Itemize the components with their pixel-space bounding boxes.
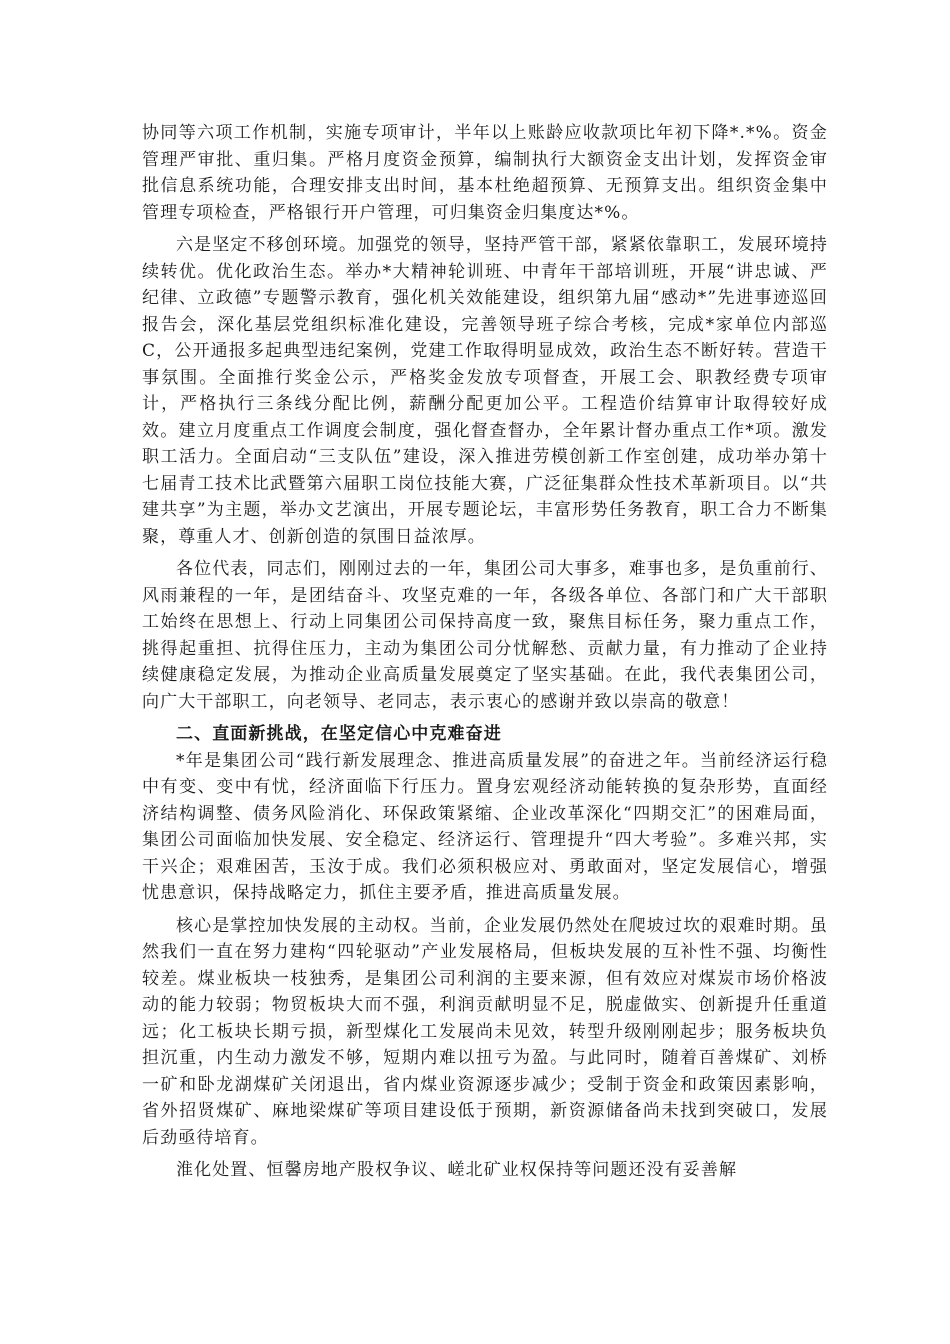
section-heading: 二、直面新挑战，在坚定信心中克难奋进 bbox=[176, 724, 502, 744]
paragraph-challenges: *年是集团公司“践行新发展理念、推进高质量发展”的奋进之年。当前经济运行稳中有变、变中有忧，经济面临下行压力。置身宏观经济动能转换的复杂形势，直面经济结构调整、债务风险消化、环保政策紧缩、企业改革深化“四期交汇”的困难局面，集团公司面临加快发展、安全稳定、经济运行、管理提升“四大考验”。多难兴邦，实干兴企；艰难困苦，玉汝于成。我们必须积极应对、勇敢面对，坚定发展信心，增强忧患意识，保持战略定力，抓住主要矛盾，推进高质量发展。 bbox=[142, 750, 828, 903]
document-page bbox=[142, 120, 828, 1184]
paragraph-thanks: 各位代表，同志们，刚刚过去的一年，集团公司大事多，难事也多，是负重前行、风雨兼程的一年，是团结奋斗、攻坚克难的一年，各级各单位、各部门和广大干部职工始终在思想上、行动上同集团公司保持高度一致，聚焦目标任务，聚力重点工作，挑得起重担、抗得住压力，主动为集团公司分忧解愁、贡献力量，有力推动了企业持续健康稳定发展，为推动企业高质量发展奠定了坚实基础。在此，我代表集团公司，向广大干部职工，向老领导、老同志，表示衷心的感谢并致以崇高的敬意！ bbox=[142, 559, 828, 712]
paragraph-fund-management: 协同等六项工作机制，实施专项审计，半年以上账龄应收款项比年初下降*.*%。资金管理严审批、重归集。严格月度资金预算，编制执行大额资金支出计划，发挥资金审批信息系统功能，合理安排支出时间，基本杜绝超预算、无预算支出。组织资金集中管理专项检查，严格银行开户管理，可归集资金归集度达*%。 bbox=[142, 123, 828, 223]
paragraph-environment: 六是坚定不移创环境。加强党的领导，坚持严管干部，紧紧依靠职工，发展环境持续转优。优化政治生态。举办*大精神轮训班、中青年干部培训班，开展“讲忠诚、严纪律、立政德”专题警示教育，强化机关效能建设，组织第九届“感动*”先进事迹巡回报告会，深化基层党组织标准化建设，完善领导班子综合考核，完成*家单位内部巡C，公开通报多起典型违纪案例，党建工作取得明显成效，政治生态不断好转。营造干事氛围。全面推行奖金公示，严格奖金发放专项督查，开展工会、职教经费专项审计，严格执行三条线分配比例，薪酬分配更加公平。工程造价结算审计取得较好成效。建立月度重点工作调度会制度，强化督查督办，全年累计督办重点工作*项。激发职工活力。全面启动“三支队伍”建设，深入推进劳模创新工作室创建，成功举办第十七届青工技术比武暨第六届职工岗位技能大赛，广泛征集群众性技术革新项目。以“共建共享”为主题，举办文艺演出，开展专题论坛，丰富形势任务教育，职工合力不断集聚，尊重人才、创新创造的氛围日益浓厚。 bbox=[142, 235, 828, 547]
paragraph-core-initiative: 核心是掌控加快发展的主动权。当前，企业发展仍然处在爬坡过坎的艰难时期。虽然我们一直在努力建构“四轮驱动”产业发展格局，但板块发展的互补性不强、均衡性较差。煤业板块一枝独秀，是集团公司利润的主要来源，但有效应对煤炭市场价格波动的能力较弱；物贸板块大而不强，利润贡献明显不足，脱虚做实、创新提升任重道远；化工板块长期亏损，新型煤化工发展尚未见效，转型升级刚刚起步；服务板块负担沉重，内生动力激发不够，短期内难以扭亏为盈。与此同时，随着百善煤矿、刘桥一矿和卧龙湖煤矿关闭退出，省内煤业资源逐步减少；受制于资金和政策因素影响，省外招贤煤矿、麻地梁煤矿等项目建设低于预期，新资源储备尚未找到突破口，发展后劲亟待培育。 bbox=[142, 915, 828, 1148]
paragraph-pending-issues: 淮化处置、恒馨房地产股权争议、嵯北矿业权保持等问题还没有妥善解 bbox=[176, 1160, 738, 1180]
